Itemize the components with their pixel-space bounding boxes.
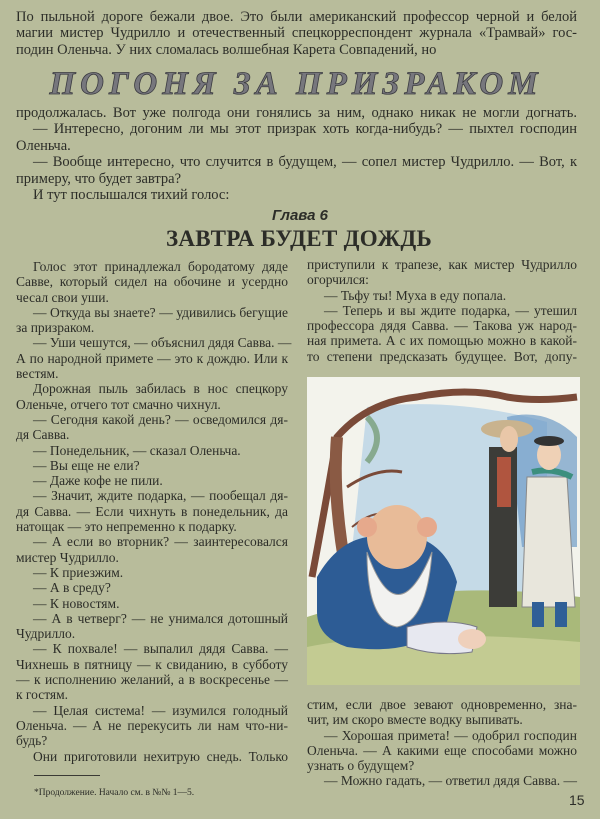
chapter-label: Глава 6: [271, 207, 329, 224]
right-column-top: [307, 257, 577, 364]
intro-text: [16, 9, 577, 58]
text-line: — Вообще интересно, что случится в будущем, — сопел мистер Чудрилло. — Вот, к: [33, 154, 577, 171]
text-line: то степени предсказать будущее. Вот, допу-: [307, 348, 577, 364]
text-line: И тут послышался тихий голос:: [33, 187, 230, 204]
text-line: Оленьче, отчего тот смачно чихнул.: [16, 396, 221, 412]
intro-continuation: [16, 105, 577, 203]
text-line: По пыльной дороге бежали двое. Это были американский профессор черной и белой: [16, 9, 577, 25]
footnote-divider: [34, 775, 100, 776]
text-line: будь?: [16, 733, 48, 749]
text-line: — Даже кофе не пили.: [33, 473, 163, 489]
text-line: — Вы еще не ели?: [33, 457, 140, 473]
text-line: стим, если двое зевают одновременно, зна-: [307, 697, 577, 712]
text-line: приступили к трапезе, как мистер Чудрилло: [307, 257, 577, 272]
text-line: Оленьча. — А какими еще способами можно: [307, 742, 577, 758]
text-line: Они приготовили нехитрую снедь. Только: [33, 748, 288, 764]
text-line: за призраком.: [16, 320, 95, 336]
text-line: — Сегодня какой день? — осведомился дя-: [33, 411, 288, 427]
text-line: Оленьча.: [16, 137, 71, 154]
text-line: — К приезжим.: [33, 564, 124, 580]
story-title: ПОГОНЯ ЗА ПРИЗРАКОМ: [49, 66, 543, 102]
illustration-drawing: [307, 377, 580, 685]
text-line: узнать о будущем?: [307, 758, 415, 774]
text-line: продолжалась. Вот уже полгода они гонялись за ним, однако никак не могли догнать.: [16, 105, 577, 121]
illustration: [307, 377, 580, 685]
text-line: дя Савва.: [16, 427, 70, 443]
text-line: Дорожная пыль забилась в нос спецкору: [33, 381, 288, 397]
text-line: — к исполнению желаний, а в воскресенье —: [16, 672, 288, 688]
text-line: ная примета. А с их помощью можно в какой-: [307, 333, 577, 349]
text-line: — Хорошая примета! — одобрил господин: [324, 727, 577, 743]
text-line: профессора дядя Савва. — Такова уж народ-: [307, 318, 577, 334]
text-line: — Теперь и вы ждите подарка, — утешил: [324, 302, 577, 318]
text-line: — А в среду?: [33, 580, 111, 596]
text-line: — Целая система! — изумился голодный: [33, 702, 288, 718]
text-line: — Уши чешутся, — объяснил дядя Савва. —: [33, 335, 292, 351]
text-line: огорчился:: [307, 272, 369, 288]
left-column: [16, 259, 292, 764]
text-line: чесал свои уши.: [16, 289, 109, 305]
text-line: — Значит, ждите подарка, — пообещал дя-: [33, 488, 288, 504]
text-line: мистер Чудрилло.: [16, 549, 119, 565]
text-line: подин Оленьча. У них сломалась волшебная Карета Совпадений, но: [16, 41, 437, 58]
chapter-title: ЗАВТРА БУДЕТ ДОЖДЬ: [165, 226, 433, 251]
text-line: магии мистер Чудрилло и отечественный спецкорреспондент журнала «Трамвай» гос-: [16, 25, 577, 42]
text-line: Савве, который сидел на обочине и усердно: [16, 274, 288, 290]
text-line: — К похвале! — выпалил дядя Савва. —: [33, 641, 288, 657]
text-line: — Тьфу ты! Муха в еду попала.: [324, 287, 507, 303]
footnote: *Продолжение. Начало см. в №№ 1—5.: [34, 788, 195, 798]
text-line: Оленьча. — А не перекусить ли нам что-ни-: [16, 717, 288, 733]
text-line: А по народной примете — это к дождю. Или к: [16, 350, 288, 366]
page-number: 15: [569, 792, 585, 808]
text-line: — А в четверг? — не унимался дотошный: [33, 610, 288, 626]
text-line: Чихнешь в пятницу — к свиданию, в субботу: [16, 656, 288, 672]
text-line: — Понедельник, — сказал Оленьча.: [33, 442, 241, 458]
text-line: Чудрилло.: [16, 626, 76, 642]
right-column-bottom: [307, 697, 577, 789]
text-line: натощак — это непременно к подарку.: [16, 519, 237, 535]
text-line: дя Савва. — Если чихнуть в понедельник, да: [16, 503, 288, 519]
text-line: к гостям.: [16, 687, 69, 703]
text-line: — Откуда вы знаете? — удивились бегущие: [33, 304, 288, 320]
text-line: — Интересно, догоним ли мы этот призрак хоть когда-нибудь? — пыхтел господин: [33, 121, 577, 138]
text-line: — Можно гадать, — ответил дядя Савва. —: [324, 773, 577, 789]
text-line: вестям.: [16, 366, 59, 382]
text-line: чит, им скоро вместе водку выпивать.: [307, 712, 523, 728]
text-line: — А если во вторник? — заинтересовался: [33, 534, 288, 550]
text-line: — К новостям.: [33, 595, 120, 611]
text-line: Голос этот принадлежал бородатому дяде: [33, 259, 288, 274]
text-line: примеру, что будет завтра?: [16, 170, 182, 187]
